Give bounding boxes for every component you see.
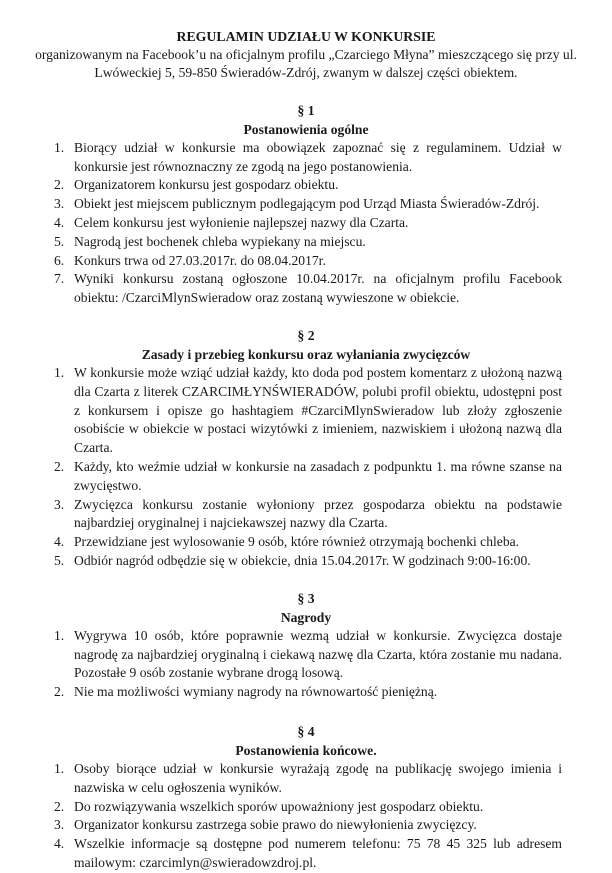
item-text: Do rozwiązywania wszelkich sporów upoważniony jest gospodarz obiektu. [74,798,484,814]
list-item [54,176,562,195]
section-number: § 3 [297,590,315,606]
item-text: Konkurs trwa od 27.03.2017r. do 08.04.2017r. [74,252,326,268]
item-number: 2. [54,458,65,474]
section-2 [0,326,612,571]
section-list [0,364,612,571]
section-heading: Postanowienia końcowe. [235,742,377,758]
document-subtitle-line-1: organizowanym na Facebook’u na oficjalnym profilu „Czarciego Młyna” mieszczącego się przy ul. [35,47,577,62]
section-4 [0,722,612,873]
item-text: Organizator konkursu zastrzega sobie prawo do niewyłonienia zwycięzcy. [74,817,477,833]
item-number: 2. [54,684,65,700]
item-text: Obiekt jest miejscem publicznym podlegającym pod Urząd Miasta Świeradów-Zdrój. [74,196,540,212]
section-list [0,627,612,702]
list-item [54,496,562,534]
item-text: Przewidziane jest wylosowanie 9 osób, które również otrzymają bochenki chleba. [74,534,520,550]
list-item [54,533,562,552]
item-text: W konkursie może wziąć udział każdy, kto doda pod postem komentarz z ułożoną nazwą dla Czarta z literek CZARCIMŁYNŚWIERADÓW, polubi profil obiektu, udostępni post z konkursem i opisze go hashtagiem #CzarciMlynSwieradow lub złoży zgłoszenie osobiście w obiekcie w postaci wizytówki z imieniem, nazwiskiem i ułożoną nazwą dla Czarta. [74,364,562,456]
item-number: 7. [54,271,65,287]
item-number: 6. [54,252,65,268]
list-item [54,760,562,798]
section-number: § 2 [297,327,315,343]
item-number: 1. [54,139,65,155]
list-item [54,364,562,458]
item-text: Wygrywa 10 osób, które poprawnie wezmą udział w konkursie. Zwycięzca dostaje nagrodę za najbardziej oryginalną i ciekawą nazwę dla Czarta, która zostanie mu nadana. Pozostałe 9 osób zostanie wybrane drogą losową. [74,627,562,681]
item-number: 5. [54,233,65,249]
section-number: § 1 [297,102,315,118]
document-subtitle-line-2: Lwóweckiej 5, 59-850 Świeradów-Zdrój, zwanym w dalszej części obiektem. [94,65,518,81]
item-number: 4. [54,534,65,550]
list-item [54,270,562,308]
list-item [54,627,562,683]
item-number: 4. [54,836,65,852]
item-text: Osoby biorące udział w konkursie wyrażają zgodę na publikację swojego imienia i nazwiska w celu ogłoszenia wyników. [74,760,562,795]
list-item [54,214,562,233]
section-heading: Nagrody [280,609,332,625]
list-item [54,252,562,271]
list-item [54,458,562,496]
item-text: Zwycięzca konkursu zostanie wyłoniony przez gospodarza obiektu na podstawie najbardziej oryginalnej i najciekawszej nazwy dla Czarta. [74,496,562,531]
item-number: 3. [54,817,65,833]
item-number: 3. [54,496,65,512]
list-item [54,552,562,571]
section-list [0,760,612,873]
document-title: REGULAMIN UDZIAŁU W KONKURSIE [176,29,436,44]
item-text: Odbiór nagród odbędzie się w obiekcie, dnia 15.04.2017r. W godzinach 9:00-16:00. [74,552,531,568]
list-item [54,798,562,817]
item-text: Biorący udział w konkursie ma obowiązek zapoznać się z regulaminem. Udział w konkursie jest równoznaczny ze zgodą na jego postanowienia. [74,139,562,174]
section-list [0,139,612,308]
document-header [0,28,612,83]
item-number: 1. [54,364,65,380]
item-number: 2. [54,177,65,193]
item-number: 1. [54,760,65,776]
list-item [54,195,562,214]
section-3 [0,589,612,702]
item-text: Organizatorem konkursu jest gospodarz obiektu. [74,177,339,193]
list-item [54,233,562,252]
section-1 [0,101,612,308]
list-item [54,835,562,873]
list-item [54,139,562,177]
item-number: 1. [54,627,65,643]
list-item [54,683,562,702]
list-item [54,816,562,835]
item-text: Wszelkie informacje są dostępne pod numerem telefonu: 75 78 45 325 lub adresem mailowym: czarcimlyn@swieradowzdroj.pl. [74,836,562,870]
section-number: § 4 [297,723,315,739]
section-heading: Postanowienia ogólne [243,121,369,137]
item-number: 5. [54,552,65,568]
item-number: 3. [54,196,65,212]
item-text: Każdy, kto weźmie udział w konkursie na zasadach z podpunktu 1. ma równe szanse na zwycięstwo. [74,458,562,493]
item-number: 2. [54,798,65,814]
item-number: 4. [54,215,65,230]
item-text: Celem konkursu jest wyłonienie najlepszej nazwy dla Czarta. [74,215,409,230]
item-text: Nagrodą jest bochenek chleba wypiekany na miejscu. [74,233,366,249]
section-heading: Zasady i przebieg konkursu oraz wyłaniania zwycięzców [141,346,471,362]
item-text: Wyniki konkursu zostaną ogłoszone 10.04.2017r. na oficjalnym profilu Facebook obiektu: /CzarciMlynSwieradow oraz zostaną wywieszone w obiekcie. [74,271,562,306]
item-text: Nie ma możliwości wymiany nagrody na równowartość pieniężną. [74,684,438,700]
